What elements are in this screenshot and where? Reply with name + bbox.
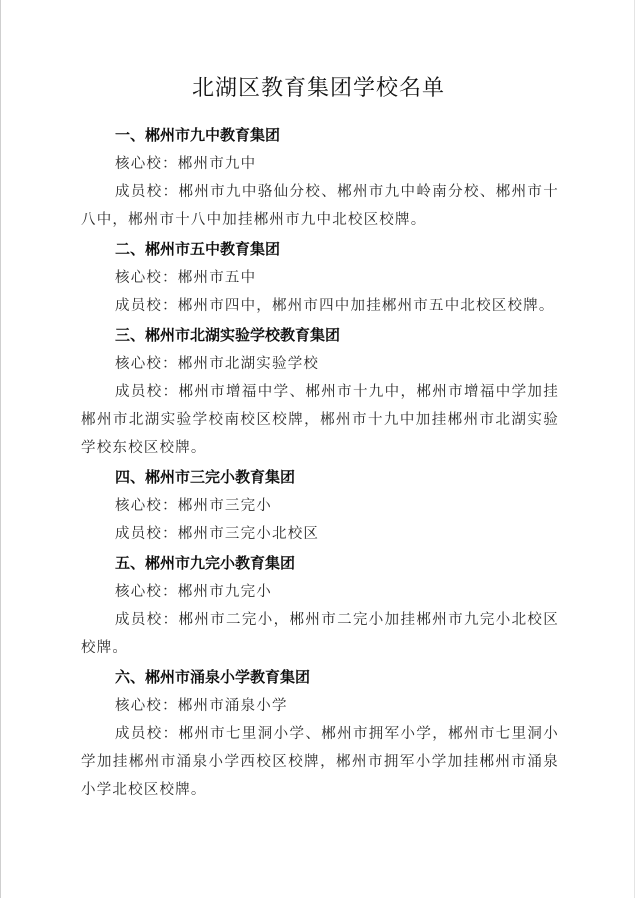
group-4	[81, 464, 559, 548]
group-heading: 四、郴州市三完小教育集团	[115, 468, 296, 486]
group-heading: 一、郴州市九中教育集团	[115, 126, 281, 144]
document-body	[81, 120, 559, 804]
group-heading: 三、郴州市北湖实验学校教育集团	[115, 326, 341, 344]
core-school: 核心校：郴州市九完小	[115, 584, 272, 600]
member-schools: 成员校：郴州市四中，郴州市四中加挂郴州市五中北校区校牌。	[115, 298, 555, 314]
group-2	[81, 236, 559, 320]
group-heading: 二、郴州市五中教育集团	[115, 240, 281, 258]
group-5	[81, 550, 559, 662]
group-heading: 六、郴州市涌泉小学教育集团	[115, 668, 311, 686]
core-school: 核心校：郴州市五中	[115, 270, 257, 286]
member-schools: 成员校：郴州市九中骆仙分校、郴州市九中岭南分校、郴州市十八中，郴州市十八中加挂郴州市九中北校区校牌。	[81, 184, 559, 228]
group-6	[81, 664, 559, 804]
group-1	[81, 122, 559, 234]
member-schools: 成员校：郴州市三完小北校区	[115, 526, 320, 542]
group-heading: 五、郴州市九完小教育集团	[115, 554, 296, 572]
member-schools: 成员校：郴州市二完小，郴州市二完小加挂郴州市九完小北校区校牌。	[81, 612, 559, 656]
document-title: 北湖区教育集团学校名单	[191, 76, 445, 101]
member-schools: 成员校：郴州市七里洞小学、郴州市拥军小学，郴州市七里洞小学加挂郴州市涌泉小学西校区校牌，郴州市拥军小学加挂郴州市涌泉小学北校区校牌。	[81, 726, 559, 798]
core-school: 核心校：郴州市北湖实验学校	[115, 356, 320, 372]
core-school: 核心校：郴州市涌泉小学	[115, 698, 288, 714]
member-schools: 成员校：郴州市增福中学、郴州市十九中，郴州市增福中学加挂郴州市北湖实验学校南校区校牌，郴州市十九中加挂郴州市北湖实验学校东校区校牌。	[81, 384, 559, 456]
core-school: 核心校：郴州市九中	[115, 156, 257, 172]
group-3	[81, 322, 559, 462]
core-school: 核心校：郴州市三完小	[115, 498, 272, 514]
